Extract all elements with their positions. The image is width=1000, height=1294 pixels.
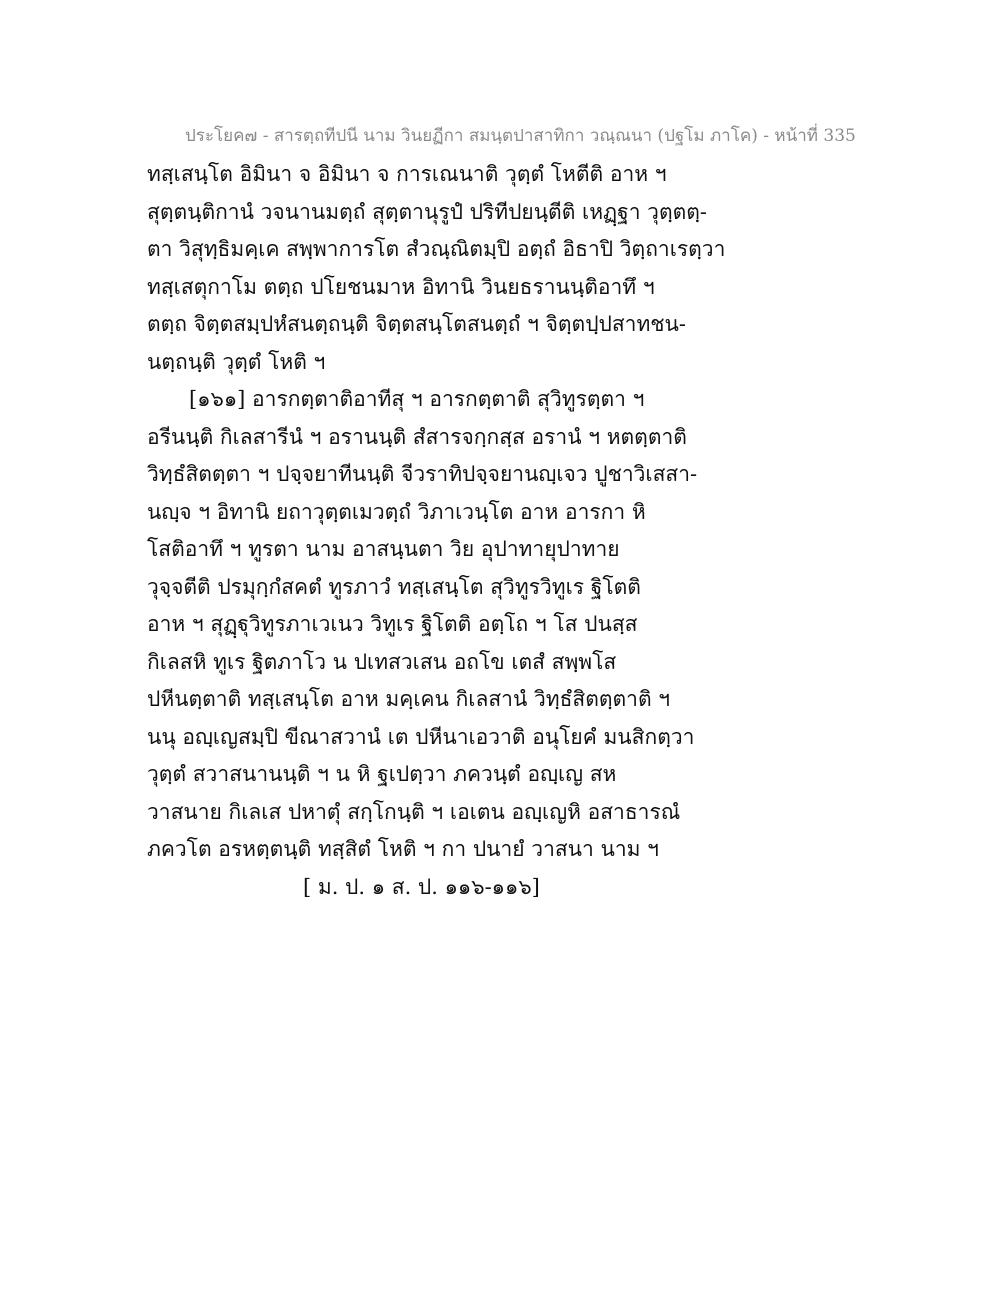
text-line: ภควโต อรหตฺตนฺติ ทสฺสิตํ โหติ ฯ กา ปนายํ วาสนา นาม ฯ [147, 837, 659, 861]
text-line: ปหีนตฺตาติ ทสฺเสนฺโต อาห มคฺเคน กิเลสานํ วิทฺธํสิตตฺตาติ ฯ [147, 687, 671, 711]
text-line: นญฺจ ฯ อิทานิ ยถาวุตฺตเมวตฺถํ วิภาเวนฺโต อาห อารกา หิ [147, 499, 646, 524]
text-line: สุตฺตนฺติกานํ วจนานมตฺถํ สุตฺตานุรูปํ ปริทีปยนฺตีติ เหฏฺฐา วุตฺตตฺ- [147, 199, 707, 224]
text-line: นนุ อญฺเญสมฺปิ ขีณาสวานํ เต ปหีนาเอวาติ อนุโยคํ มนสิกตฺวา [147, 724, 695, 749]
text-line: วุตฺตํ สวาสนานนฺติ ฯ น หิ ฐเปตฺวา ภควนฺตํ อญฺเญ สห [147, 762, 617, 786]
text-line: นตฺถนฺติ วุตฺตํ โหติ ฯ [147, 349, 326, 374]
text-line: อาห ฯ สุฏฺฐุวิทูรภาเวเนว วิทูเร ฐิโตติ อตฺโถ ฯ โส ปนสฺส [147, 612, 638, 636]
text-line: โสติอาทึ ฯ ทูรตา นาม อาสนฺนตา วิย อุปาทายุปาทาย [147, 537, 620, 561]
text-line: วาสนาย กิเลเส ปหาตุํ สกฺโกนฺติ ฯ เอเตน อญฺเญหิ อสาธารณํ [147, 799, 681, 824]
text-line: ตา วิสุทฺธิมคฺเค สพฺพาการโต สํวณฺณิตมฺปิ อตฺถํ อิธาปิ วิตฺถาเรตฺวา [147, 237, 726, 261]
text-line: ทสฺเสตุกาโม ตตฺถ ปโยชนมาห อิทานิ วินยธรานนฺติอาทึ ฯ [147, 274, 655, 299]
text-line: วิทฺธํสิตตฺตา ฯ ปจฺจยาทีนนฺติ จีวราทิปจฺจยานญฺเจว ปูชาวิเสสา- [147, 462, 698, 486]
body-text [147, 156, 907, 906]
text-line: วุจฺจตีติ ปรมุกฺกํสคตํ ทูรภาวํ ทสฺเสนฺโต สุวิทูรวิทูเร ฐิโตติ [147, 574, 641, 599]
text-line: ทสฺเสนฺโต อิมินา จ อิมินา จ การเณนาติ วุตฺตํ โหตีติ อาห ฯ [147, 162, 667, 186]
text-line: กิเลสหิ ทูเร ฐิตภาโว น ปเทสวเสน อถโข เตสํ สพฺพโส [147, 649, 617, 674]
text-line: อรีนนฺติ กิเลสารีนํ ฯ อรานนฺติ สํสารจกฺกสฺส อรานํ ฯ หตตฺตาติ [147, 424, 687, 449]
text-line: ตตฺถ จิตฺตสมฺปหํสนตฺถนฺติ จิตฺตสนฺโตสนตฺถํ ฯ จิตฺตปฺปสาทชน- [147, 312, 687, 336]
running-header: ประโยค๗ - สารตฺถทีปนี นาม วินยฏีกา สมนฺตปาสาทิกา วณฺณนา (ปฐโม ภาโค) - หน้าที่ 335 [185, 126, 856, 146]
paragraph-start-line: [๑๖๑] อารกตฺตาติอาทีสุ ฯ อารกตฺตาติ สุวิทูรตฺตา ฯ [189, 387, 645, 411]
reference-citation: [ ม. ป. ๑ ส. ป. ๑๑๖-๑๑๖] [303, 874, 540, 899]
